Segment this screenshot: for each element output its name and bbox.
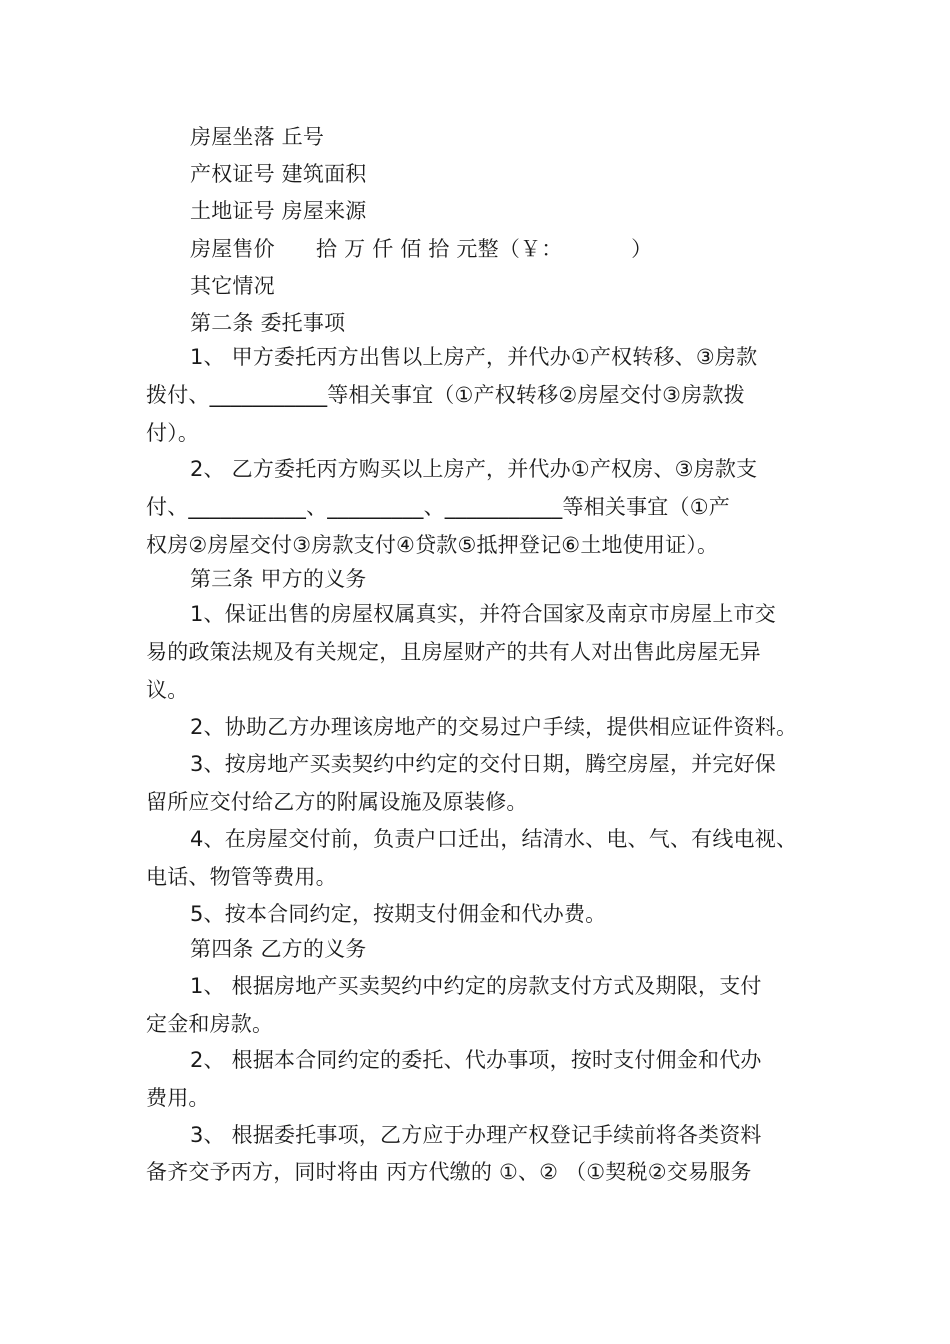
section-heading: 第二条 委托事项 xyxy=(190,311,346,335)
text-line: 4、在房屋交付前，负责户口迁出，结清水、电、气、有线电视、 xyxy=(190,827,798,851)
text-line: 1、保证出售的房屋权属真实，并符合国家及南京市房屋上市交 xyxy=(190,602,776,626)
text-line: 2、协助乙方办理该房地产的交易过户手续，提供相应证件资料。 xyxy=(190,715,798,739)
text-line: 1、 根据房地产买卖契约中约定的房款支付方式及期限，支付 xyxy=(190,974,762,998)
section-heading: 第四条 乙方的义务 xyxy=(190,937,367,961)
text-line: 备齐交予丙方，同时将由 丙方代缴的 ①、② （①契税②交易服务 xyxy=(146,1160,752,1184)
text-line: 费用。 xyxy=(146,1086,210,1110)
text-line: 房屋坐落 丘号 xyxy=(190,125,325,149)
text-line: 1、 甲方委托丙方出售以上房产，并代办①产权转移、③房款 xyxy=(190,345,758,369)
text-line: 3、按房地产买卖契约中约定的交付日期，腾空房屋，并完好保 xyxy=(190,752,776,776)
text-line: 权房②房屋交付③房款支付④贷款⑤抵押登记⑥土地使用证）。 xyxy=(146,533,719,557)
text-line: 电话、物管等费用。 xyxy=(146,865,337,889)
text-line: 留所应交付给乙方的附属设施及原装修。 xyxy=(146,790,528,814)
section-heading: 第三条 甲方的义务 xyxy=(190,567,367,591)
text-line: 拨付、___________等相关事宜（①产权转移②房屋交付③房款拨 xyxy=(146,383,745,407)
text-line: 房屋售价 拾 万 仟 佰 拾 元整（￥： ） xyxy=(190,237,653,261)
text-line: 定金和房款。 xyxy=(146,1012,274,1036)
text-line: 其它情况 xyxy=(190,274,275,298)
text-line: 2、 乙方委托丙方购买以上房产，并代办①产权房、③房款支 xyxy=(190,457,758,481)
text-line: 产权证号 建筑面积 xyxy=(190,162,367,186)
text-line: 2、 根据本合同约定的委托、代办事项，按时支付佣金和代办 xyxy=(190,1048,762,1072)
text-line: 付、___________、_________、___________等相关事宜（①产 xyxy=(146,495,730,519)
text-line: 5、按本合同约定，按期支付佣金和代办费。 xyxy=(190,902,607,926)
text-line: 3、 根据委托事项，乙方应于办理产权登记手续前将各类资料 xyxy=(190,1123,762,1147)
text-line: 易的政策法规及有关规定，且房屋财产的共有人对出售此房屋无异 xyxy=(146,640,761,664)
text-line: 议。 xyxy=(146,678,189,702)
text-line: 付）。 xyxy=(146,421,200,445)
text-line: 土地证号 房屋来源 xyxy=(190,199,367,223)
